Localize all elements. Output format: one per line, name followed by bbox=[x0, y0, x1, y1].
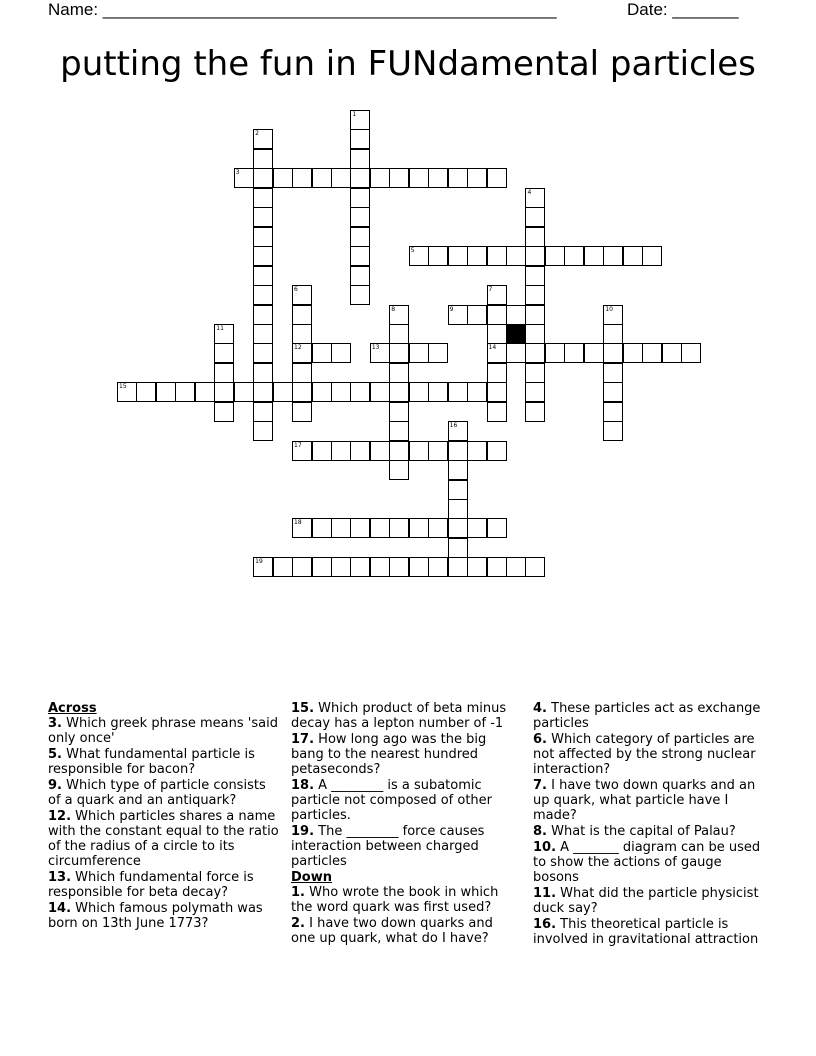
grid-cell[interactable] bbox=[525, 343, 545, 363]
grid-cell[interactable] bbox=[350, 518, 370, 538]
grid-cell[interactable] bbox=[409, 382, 429, 402]
grid-cell[interactable] bbox=[448, 518, 468, 538]
clue-across-18: 18. A ________ is a subatomic particle not composed of other particles. bbox=[291, 778, 493, 823]
grid-cell[interactable] bbox=[564, 343, 584, 363]
grid-cell[interactable] bbox=[525, 266, 545, 286]
grid-cell[interactable] bbox=[350, 207, 370, 227]
clues-column-2 bbox=[291, 701, 516, 947]
clue-down-16: 16. This theoretical particle is involved in gravitational attraction bbox=[533, 917, 759, 947]
grid-cell[interactable] bbox=[331, 441, 351, 461]
clue-down-10: 10. A _______ diagram can be used to show the actions of gauge bosons bbox=[533, 840, 761, 885]
grid-cell[interactable] bbox=[350, 168, 370, 188]
grid-cell[interactable] bbox=[253, 402, 273, 422]
grid-cell[interactable] bbox=[448, 441, 468, 461]
grid-cell[interactable] bbox=[253, 227, 273, 247]
clue-number: 1 bbox=[352, 111, 357, 118]
grid-cell[interactable] bbox=[428, 382, 448, 402]
clue-across-15: 15. Which product of beta minus decay has a lepton number of -1 bbox=[291, 701, 507, 731]
grid-cell[interactable] bbox=[623, 246, 643, 266]
grid-cell[interactable] bbox=[448, 460, 468, 480]
grid-cell[interactable] bbox=[545, 246, 565, 266]
clue-number: 9 bbox=[449, 305, 454, 313]
grid-cell[interactable] bbox=[350, 129, 370, 149]
down-heading: Down bbox=[291, 870, 332, 885]
grid-cell[interactable] bbox=[487, 363, 507, 383]
clue-across-19: 19. The ________ force causes interaction between charged particles bbox=[291, 824, 485, 869]
grid-cell[interactable] bbox=[389, 421, 409, 441]
grid-cell[interactable] bbox=[350, 149, 370, 169]
grid-cell[interactable] bbox=[428, 557, 448, 577]
grid-cell[interactable] bbox=[467, 382, 487, 402]
clue-number: 3 bbox=[235, 169, 240, 177]
grid-cell[interactable] bbox=[292, 305, 312, 325]
grid-cell[interactable] bbox=[214, 343, 234, 363]
grid-cell[interactable] bbox=[487, 246, 507, 266]
grid-cell[interactable] bbox=[525, 305, 545, 325]
grid-cell[interactable] bbox=[195, 382, 215, 402]
grid-cell[interactable] bbox=[467, 518, 487, 538]
grid-cell[interactable] bbox=[642, 343, 662, 363]
grid-cell[interactable] bbox=[487, 402, 507, 422]
clue-down-4: 4. These particles act as exchange particles bbox=[533, 701, 761, 731]
grid-cell[interactable] bbox=[448, 557, 468, 577]
grid-cell[interactable] bbox=[370, 168, 390, 188]
grid-cell[interactable] bbox=[389, 168, 409, 188]
grid-cell[interactable] bbox=[253, 266, 273, 286]
grid-cell[interactable] bbox=[681, 343, 701, 363]
grid-cell[interactable] bbox=[292, 363, 312, 383]
grid-cell[interactable] bbox=[350, 188, 370, 208]
clue-number: 6 bbox=[294, 286, 298, 294]
grid-cell[interactable] bbox=[370, 518, 390, 538]
grid-cell[interactable] bbox=[350, 382, 370, 402]
across-heading: Across bbox=[48, 701, 97, 716]
clue-number: 7 bbox=[488, 286, 493, 294]
clue-number: 10 bbox=[605, 305, 613, 313]
clue-across-5: 5. What fundamental particle is responsible for bacon? bbox=[48, 747, 255, 777]
clue-across-9: 9. Which type of particle consists of a quark and an antiquark? bbox=[48, 778, 266, 808]
grid-cell[interactable] bbox=[253, 421, 273, 441]
grid-cell[interactable] bbox=[350, 246, 370, 266]
clue-down-2: 2. I have two down quarks and one up quark, what do I have? bbox=[291, 916, 493, 946]
grid-cell[interactable] bbox=[253, 149, 273, 169]
grid-cell[interactable] bbox=[253, 207, 273, 227]
grid-cell[interactable] bbox=[389, 324, 409, 344]
grid-cell[interactable] bbox=[331, 343, 351, 363]
clue-number: 17 bbox=[294, 441, 302, 449]
grid-cell[interactable] bbox=[350, 557, 370, 577]
clue-down-11: 11. What did the particle physicist duck say? bbox=[533, 886, 759, 916]
grid-cell[interactable] bbox=[603, 382, 623, 402]
grid-cell[interactable] bbox=[350, 285, 370, 305]
grid-cell[interactable] bbox=[584, 246, 604, 266]
grid-cell[interactable] bbox=[623, 343, 643, 363]
grid-cell[interactable] bbox=[214, 382, 234, 402]
grid-cell[interactable] bbox=[331, 382, 351, 402]
grid-cell[interactable] bbox=[389, 343, 409, 363]
grid-cell[interactable] bbox=[409, 343, 429, 363]
grid-cell[interactable] bbox=[525, 402, 545, 422]
grid-cell[interactable] bbox=[525, 285, 545, 305]
clue-number: 19 bbox=[255, 558, 263, 566]
grid-cell[interactable] bbox=[389, 518, 409, 538]
grid-cell[interactable] bbox=[428, 518, 448, 538]
grid-cell[interactable] bbox=[506, 246, 526, 266]
grid-cell[interactable] bbox=[448, 168, 468, 188]
clue-across-12: 12. Which particles shares a name with the constant equal to the ratio of the radius of a circle to its circumference bbox=[48, 809, 279, 869]
clue-down-8: 8. What is the capital of Palau? bbox=[533, 824, 736, 839]
grid-cell[interactable] bbox=[487, 518, 507, 538]
grid-cell[interactable] bbox=[506, 343, 526, 363]
grid-cell[interactable] bbox=[448, 246, 468, 266]
grid-cell[interactable] bbox=[370, 382, 390, 402]
grid-cell[interactable] bbox=[584, 343, 604, 363]
date-line: Date: _______ bbox=[627, 0, 739, 19]
grid-cell[interactable] bbox=[370, 441, 390, 461]
grid-cell[interactable] bbox=[603, 324, 623, 344]
grid-cell[interactable] bbox=[312, 168, 332, 188]
grid-cell[interactable] bbox=[331, 168, 351, 188]
grid-cell[interactable] bbox=[487, 441, 507, 461]
grid-cell[interactable] bbox=[603, 421, 623, 441]
grid-cell[interactable] bbox=[487, 382, 507, 402]
grid-cell[interactable] bbox=[525, 246, 545, 266]
clue-number: 4 bbox=[527, 188, 532, 196]
clue-down-6: 6. Which category of particles are not affected by the strong nuclear interaction? bbox=[533, 732, 756, 777]
clue-number: 14 bbox=[488, 344, 497, 352]
grid-cell[interactable] bbox=[409, 168, 429, 188]
grid-cell[interactable] bbox=[370, 557, 390, 577]
grid-cell[interactable] bbox=[487, 305, 507, 325]
grid-cell[interactable] bbox=[253, 246, 273, 266]
grid-cell[interactable] bbox=[506, 557, 526, 577]
clues-column-3 bbox=[533, 701, 767, 948]
clue-number: 5 bbox=[410, 247, 415, 255]
grid-cell[interactable] bbox=[389, 402, 409, 422]
grid-cell[interactable] bbox=[525, 557, 545, 577]
grid-cell[interactable] bbox=[156, 382, 176, 402]
grid-cell[interactable] bbox=[428, 441, 448, 461]
grid-cell[interactable] bbox=[525, 382, 545, 402]
grid-cell[interactable] bbox=[525, 324, 545, 344]
grid-cell[interactable] bbox=[312, 557, 332, 577]
grid-cell[interactable] bbox=[525, 227, 545, 247]
grid-cell[interactable] bbox=[603, 363, 623, 383]
grid-cell[interactable] bbox=[292, 168, 312, 188]
grid-cell[interactable] bbox=[389, 460, 409, 480]
grid-cell[interactable] bbox=[253, 168, 273, 188]
grid-cell[interactable] bbox=[662, 343, 682, 363]
grid-cell[interactable] bbox=[409, 441, 429, 461]
grid-cell[interactable] bbox=[487, 324, 507, 344]
grid-cell[interactable] bbox=[253, 343, 273, 363]
grid-cell[interactable] bbox=[312, 441, 332, 461]
grid-cell[interactable] bbox=[487, 168, 507, 188]
grid-cell[interactable] bbox=[350, 441, 370, 461]
grid-cell[interactable] bbox=[292, 382, 312, 402]
grid-cell[interactable] bbox=[253, 285, 273, 305]
grid-cell[interactable] bbox=[253, 305, 273, 325]
grid-cell[interactable] bbox=[350, 227, 370, 247]
grid-cell[interactable] bbox=[389, 441, 409, 461]
grid-cell[interactable] bbox=[564, 246, 584, 266]
grid-cell[interactable] bbox=[603, 343, 623, 363]
grid-cell[interactable] bbox=[234, 382, 254, 402]
grid-cell[interactable] bbox=[253, 188, 273, 208]
grid-cell[interactable] bbox=[292, 402, 312, 422]
grid-cell[interactable] bbox=[214, 402, 234, 422]
clue-across-14: 14. Which famous polymath was born on 13th June 1773? bbox=[48, 901, 263, 931]
grid-cell[interactable] bbox=[428, 246, 448, 266]
grid-cell[interactable] bbox=[525, 207, 545, 227]
grid-cell[interactable] bbox=[175, 382, 195, 402]
grid-cell[interactable] bbox=[389, 382, 409, 402]
grid-cell[interactable] bbox=[253, 363, 273, 383]
grid-cell[interactable] bbox=[292, 557, 312, 577]
grid-cell[interactable] bbox=[448, 499, 468, 519]
clue-number: 8 bbox=[391, 305, 396, 313]
grid-cell[interactable] bbox=[253, 324, 273, 344]
clue-number: 11 bbox=[216, 324, 224, 332]
grid-cell[interactable] bbox=[642, 246, 662, 266]
grid-cell[interactable] bbox=[448, 538, 468, 558]
grid-cell[interactable] bbox=[331, 518, 351, 538]
grid-cell[interactable] bbox=[389, 557, 409, 577]
grid-cell[interactable] bbox=[467, 168, 487, 188]
grid-cell[interactable] bbox=[273, 382, 293, 402]
clue-down-1: 1. Who wrote the book in which the word quark was first used? bbox=[291, 885, 499, 915]
grid-cell[interactable] bbox=[214, 363, 234, 383]
grid-cell[interactable] bbox=[467, 441, 487, 461]
grid-cell[interactable] bbox=[409, 518, 429, 538]
grid-cell[interactable] bbox=[273, 557, 293, 577]
clue-across-13: 13. Which fundamental force is responsible for beta decay? bbox=[48, 870, 254, 900]
grid-cell[interactable] bbox=[312, 382, 332, 402]
clues-column-1 bbox=[48, 701, 280, 932]
clue-number: 2 bbox=[255, 130, 259, 138]
clue-down-7: 7. I have two down quarks and an up quark, what particle have I made? bbox=[533, 778, 756, 823]
clue-number: 16 bbox=[449, 422, 458, 430]
grid-cell[interactable] bbox=[603, 246, 623, 266]
grid-cell[interactable] bbox=[467, 305, 487, 325]
grid-cell[interactable] bbox=[603, 402, 623, 422]
clue-across-3: 3. Which greek phrase means 'said only once' bbox=[48, 716, 278, 746]
grid-cell[interactable] bbox=[312, 343, 332, 363]
grid-cell[interactable] bbox=[253, 382, 273, 402]
grid-cell[interactable] bbox=[448, 480, 468, 500]
grid-cell[interactable] bbox=[525, 363, 545, 383]
grid-cell[interactable] bbox=[448, 382, 468, 402]
black-cell bbox=[506, 324, 526, 344]
name-line: Name: ________________________________________________ bbox=[48, 0, 557, 19]
clue-number: 12 bbox=[294, 344, 302, 352]
clue-number: 18 bbox=[294, 519, 302, 527]
clue-number: 13 bbox=[371, 344, 380, 352]
grid-cell[interactable] bbox=[409, 557, 429, 577]
grid-cell[interactable] bbox=[506, 305, 526, 325]
grid-cell[interactable] bbox=[292, 324, 312, 344]
clue-across-17: 17. How long ago was the big bang to the nearest hundred petaseconds? bbox=[291, 732, 487, 777]
grid-cell[interactable] bbox=[467, 557, 487, 577]
grid-cell[interactable] bbox=[467, 246, 487, 266]
grid-cell[interactable] bbox=[545, 343, 565, 363]
grid-cell[interactable] bbox=[331, 557, 351, 577]
puzzle-title: putting the fun in FUNdamental particles bbox=[60, 44, 756, 84]
clue-number: 15 bbox=[119, 383, 127, 391]
grid-cell[interactable] bbox=[312, 518, 332, 538]
grid-cell[interactable] bbox=[487, 557, 507, 577]
grid-cell[interactable] bbox=[273, 168, 293, 188]
grid-cell[interactable] bbox=[428, 168, 448, 188]
grid-cell[interactable] bbox=[389, 363, 409, 383]
grid-cell[interactable] bbox=[350, 266, 370, 286]
grid-cell[interactable] bbox=[136, 382, 156, 402]
grid-cell[interactable] bbox=[428, 343, 448, 363]
